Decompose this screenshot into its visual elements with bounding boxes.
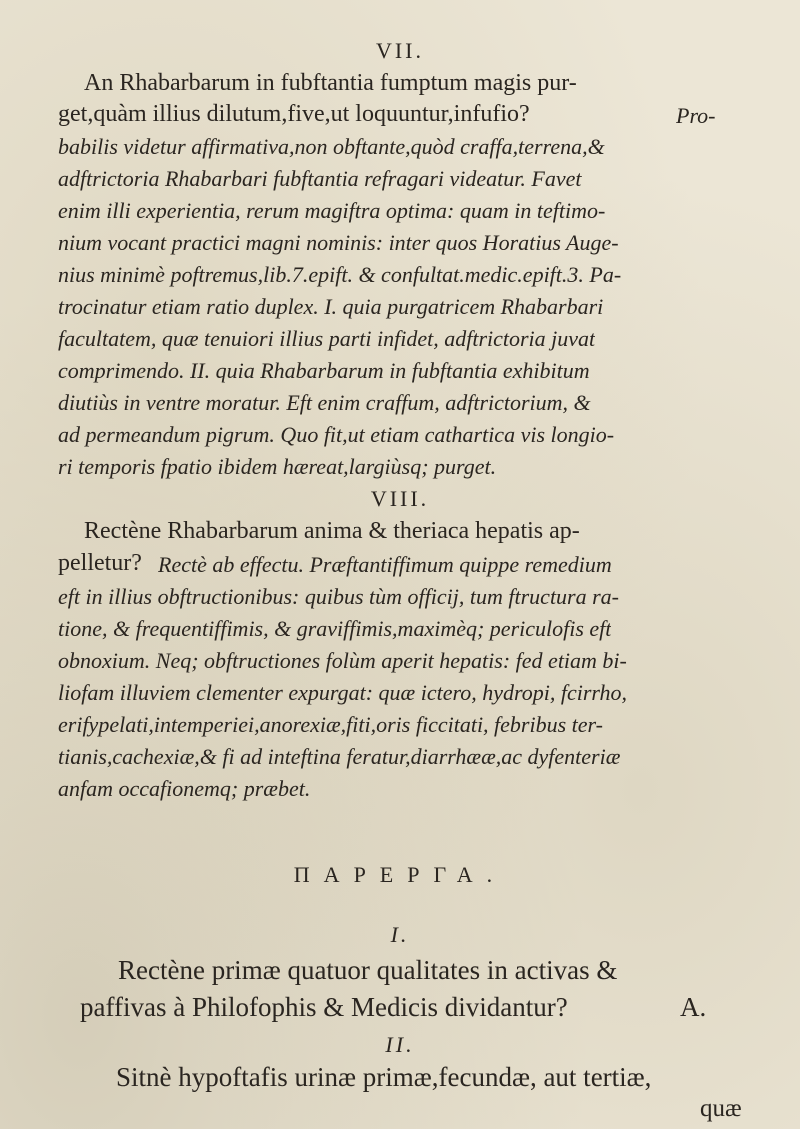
answer-line: anfam occafionemq; præbet.: [58, 776, 311, 801]
answer-line: ri temporis fpatio ibidem hæreat,largiùsq; purget.: [58, 454, 497, 479]
parerga-numeral: I.: [390, 922, 410, 947]
parerga-line: Rectène primæ quatuor qualitates in activas &: [118, 955, 618, 985]
answer-line: nium vocant practici magni nominis: inter quos Horatius Auge-: [58, 230, 619, 255]
answer-inline: Rectè ab effectu. Præftantiffimum quippe remedium: [158, 552, 612, 577]
answer-line: comprimendo. II. quia Rhabarbarum in fubftantia exhibitum: [58, 358, 590, 383]
answer-line: obnoxium. Neq; obftructiones folùm aperit hepatis: fed etiam bi-: [58, 648, 627, 673]
answer-line: babilis videtur affirmativa,non obftante,quòd craffa,terrena,&: [58, 134, 605, 159]
question-line: An Rhabarbarum in fubftantia fumptum magis pur-: [84, 70, 577, 96]
answer-line: tione, & frequentiffimis, & graviffimis,maximèq; periculofis eft: [58, 616, 612, 641]
answer-inline: Pro-: [676, 103, 716, 128]
answer-line: trocinatur etiam ratio duplex. I. quia purgatricem Rhabarbari: [58, 294, 604, 319]
section-numeral: VIII.: [370, 486, 430, 511]
answer-line: erifypelati,intemperiei,anorexiæ,fiti,oris ficcitati, febribus ter-: [58, 712, 603, 737]
parerga-line: Sitnè hypoftafis urinæ primæ,fecundæ, aut tertiæ,: [116, 1062, 652, 1092]
answer-inline: A.: [680, 992, 707, 1022]
answer-line: nius minimè poftremus,lib.7.epift. & confultat.medic.epift.3. Pa-: [58, 262, 622, 287]
parerga-line: paffivas à Philofophis & Medicis dividantur?: [80, 992, 568, 1022]
question-line: Rectène Rhabarbarum anima & theriaca hepatis ap-: [84, 518, 580, 544]
answer-line: ad permeandum pigrum. Quo fit,ut etiam cathartica vis longio-: [58, 422, 615, 447]
answer-line: diutiùs in ventre moratur. Eft enim craffum, adftrictorium, &: [58, 390, 591, 415]
question-line: get,quàm illius dilutum,five,ut loquuntur,infufio?: [58, 101, 530, 127]
question-line: pelletur?: [58, 550, 142, 576]
section-numeral: VII.: [375, 38, 425, 63]
parerga-numeral: II.: [385, 1032, 415, 1057]
greek-heading: ΠΑΡΕΡΓΑ.: [293, 862, 507, 887]
answer-line: tianis,cachexiæ,& fi ad inteftina feratur,diarrhææ,ac dyfenteriæ: [58, 744, 621, 769]
answer-line: enim illi experientia, rerum magiftra optima: quam in teftimo-: [58, 198, 606, 223]
catchword: quæ: [700, 1095, 742, 1122]
answer-line: adftrictoria Rhabarbari fubftantia refragari videatur. Favet: [58, 166, 582, 191]
answer-line: facultatem, quæ tenuiori illius parti infidet, adftrictoria juvat: [58, 326, 596, 351]
answer-line: eft in illius obftructionibus: quibus tùm officij, tum ftructura ra-: [58, 584, 619, 609]
answer-line: liofam illuviem clementer expurgat: quæ ictero, hydropi, fcirrho,: [58, 680, 628, 705]
